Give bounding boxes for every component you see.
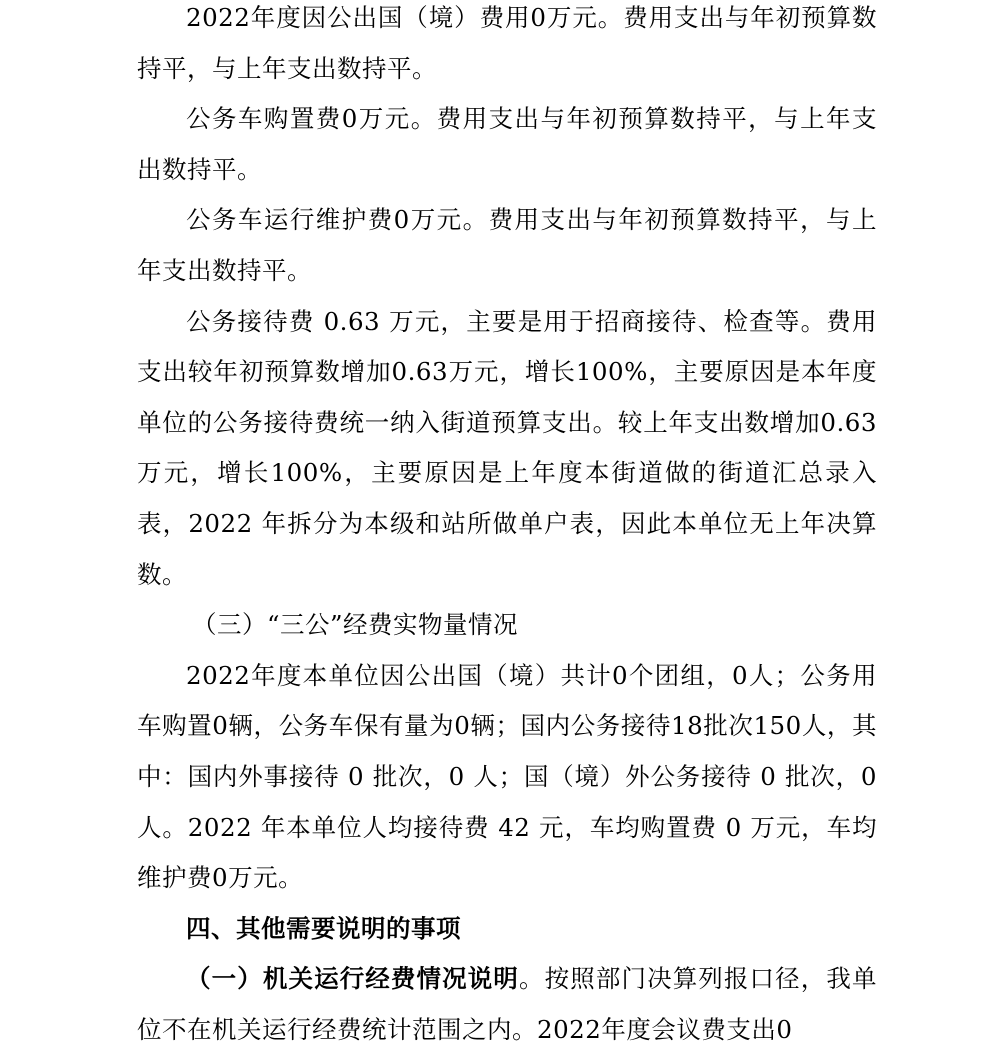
paragraph-operating-expenses-text: 。按照部门决算列报口径，我单位不在机关运行经费统计范围之内。2022年度会议费支出0 bbox=[137, 964, 877, 1044]
paragraph-physical-quantities: 2022年度本单位因公出国（境）共计0个团组，0人；公务用车购置0辆，公务车保有量为0辆；国内公务接待18批次150人，其中：国内外事接待 0 批次，0 人；国（境）外公务接待 0 批次，0 人。2022 年本单位人均接待费 42 元，车均购置费 0 万元，车均维护费0万元。 bbox=[137, 660, 877, 893]
subheading-operating-expenses: （一）机关运行经费情况说明 bbox=[186, 964, 519, 994]
section-heading-other-matters: 四、其他需要说明的事项 bbox=[186, 913, 461, 943]
paragraph-vehicle-maintenance: 公务车运行维护费0万元。费用支出与年初预算数持平，与上年支出数持平。 bbox=[137, 205, 877, 285]
paragraph-reception-expense: 公务接待费 0.63 万元，主要是用于招商接待、检查等。费用支出较年初预算数增加0.63万元，增长100%，主要原因是本年度单位的公务接待费统一纳入街道预算支出。较上年支出数增加0.63万元，增长100%，主要原因是上年度本街道做的街道汇总录入表，2022 年拆分为本级和站所做单户表，因此本单位无上年决算数。 bbox=[137, 306, 877, 589]
paragraph-overseas-travel: 2022年度因公出国（境）费用0万元。费用支出与年初预算数持平，与上年支出数持平。 bbox=[137, 3, 877, 83]
paragraph-operating-expenses bbox=[137, 954, 877, 1055]
document-page bbox=[137, 0, 877, 1055]
paragraph-vehicle-purchase: 公务车购置费0万元。费用支出与年初预算数持平，与上年支出数持平。 bbox=[137, 104, 877, 184]
subheading-three-public-quantities: （三）“三公”经费实物量情况 bbox=[192, 610, 519, 640]
